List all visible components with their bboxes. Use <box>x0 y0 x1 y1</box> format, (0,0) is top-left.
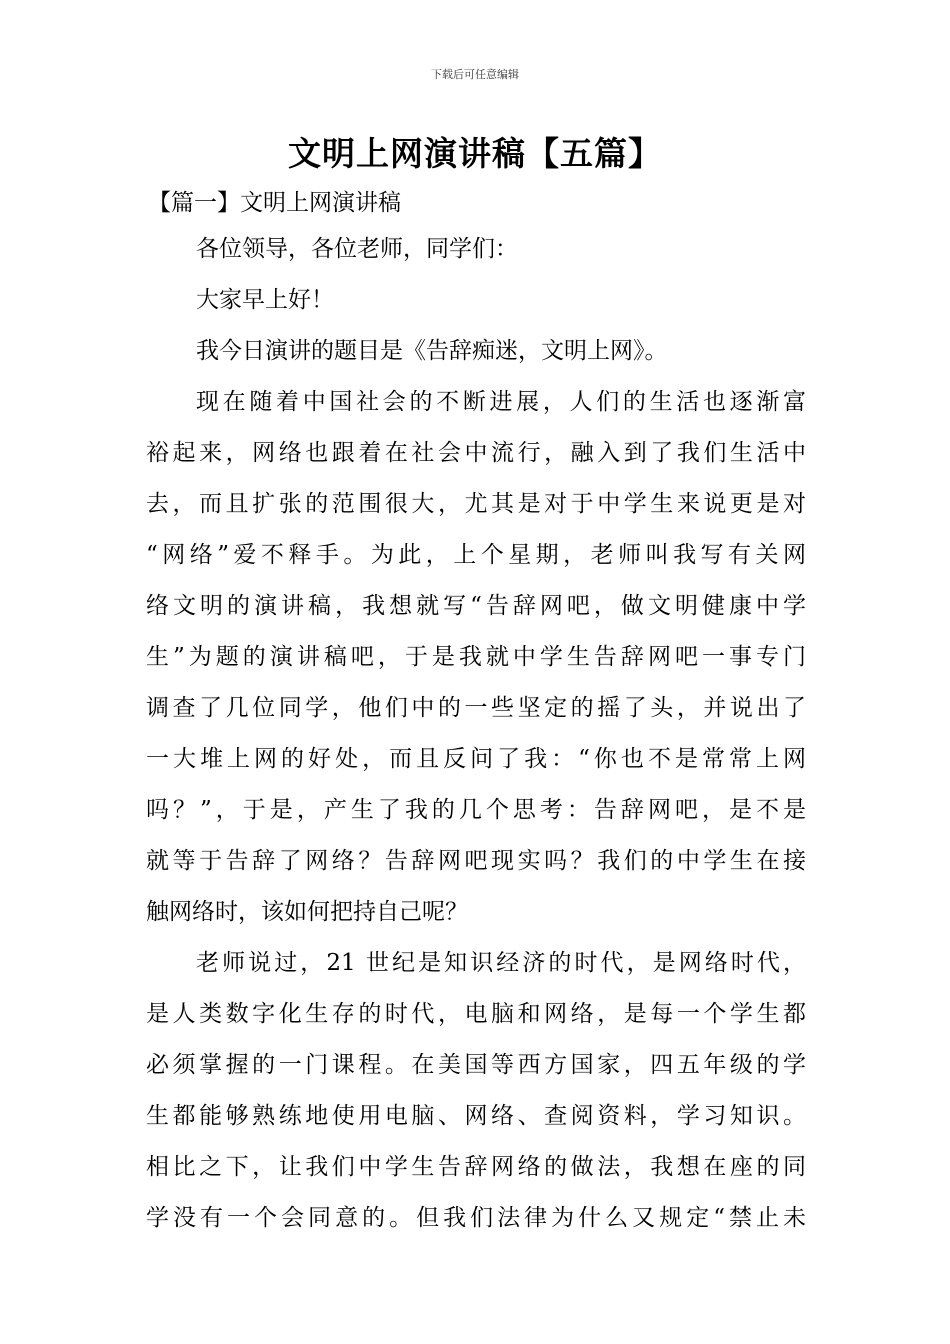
paragraph-line: 吗？”，于是，产生了我的几个思考：告辞网吧，是不是 <box>146 797 806 823</box>
paragraph-line: 现在随着中国社会的不断进展，人们的生活也逐渐富 <box>196 389 806 415</box>
paragraph-line: 触网络时，该如何把持自己呢？ <box>146 899 468 925</box>
paragraph-line: 是人类数字化生存的时代，电脑和网络，是每一个学生都 <box>146 1001 806 1027</box>
paragraph-line: 去，而且扩张的范围很大，尤其是对于中学生来说更是对 <box>146 491 806 517</box>
paragraph-line: 学没有一个会同意的。但我们法律为什么又规定“禁止未 <box>146 1205 806 1231</box>
paragraph-line: 老师说过，21 世纪是知识经济的时代，是网络时代， <box>196 950 806 976</box>
document-title: 文明上网演讲稿【五篇】 <box>288 134 662 173</box>
paragraph-line: 调查了几位同学，他们中的一些坚定的摇了头，并说出了 <box>146 695 806 721</box>
topic-line: 我今日演讲的题目是《告辞痴迷，文明上网》。 <box>196 338 668 364</box>
paragraph-line: 相比之下，让我们中学生告辞网络的做法，我想在座的同 <box>146 1154 806 1180</box>
page-header-note: 下载后可任意编辑 <box>431 68 519 81</box>
paragraph-line: 裕起来，网络也跟着在社会中流行，融入到了我们生活中 <box>146 440 806 466</box>
paragraph-line: 必须掌握的一门课程。在美国等西方国家，四五年级的学 <box>146 1052 806 1078</box>
paragraph-line: 一大堆上网的好处，而且反问了我：“你也不是常常上网 <box>146 746 806 772</box>
paragraph-line: 就等于告辞了网络？告辞网吧现实吗？我们的中学生在接 <box>146 848 806 874</box>
greeting-line: 各位领导，各位老师，同学们： <box>196 236 518 262</box>
paragraph-line: 络文明的演讲稿，我想就写“告辞网吧，做文明健康中学 <box>146 593 806 619</box>
paragraph-line: 生都能够熟练地使用电脑、网络、查阅资料，学习知识。 <box>146 1103 806 1129</box>
greeting-line: 大家早上好！ <box>196 287 334 313</box>
section-heading: 【篇一】文明上网演讲稿 <box>148 190 401 216</box>
paragraph-line: “网络”爱不释手。为此，上个星期，老师叫我写有关网 <box>146 542 806 568</box>
paragraph-line: 生”为题的演讲稿吧，于是我就中学生告辞网吧一事专门 <box>146 644 806 670</box>
body-text <box>146 224 806 1244</box>
